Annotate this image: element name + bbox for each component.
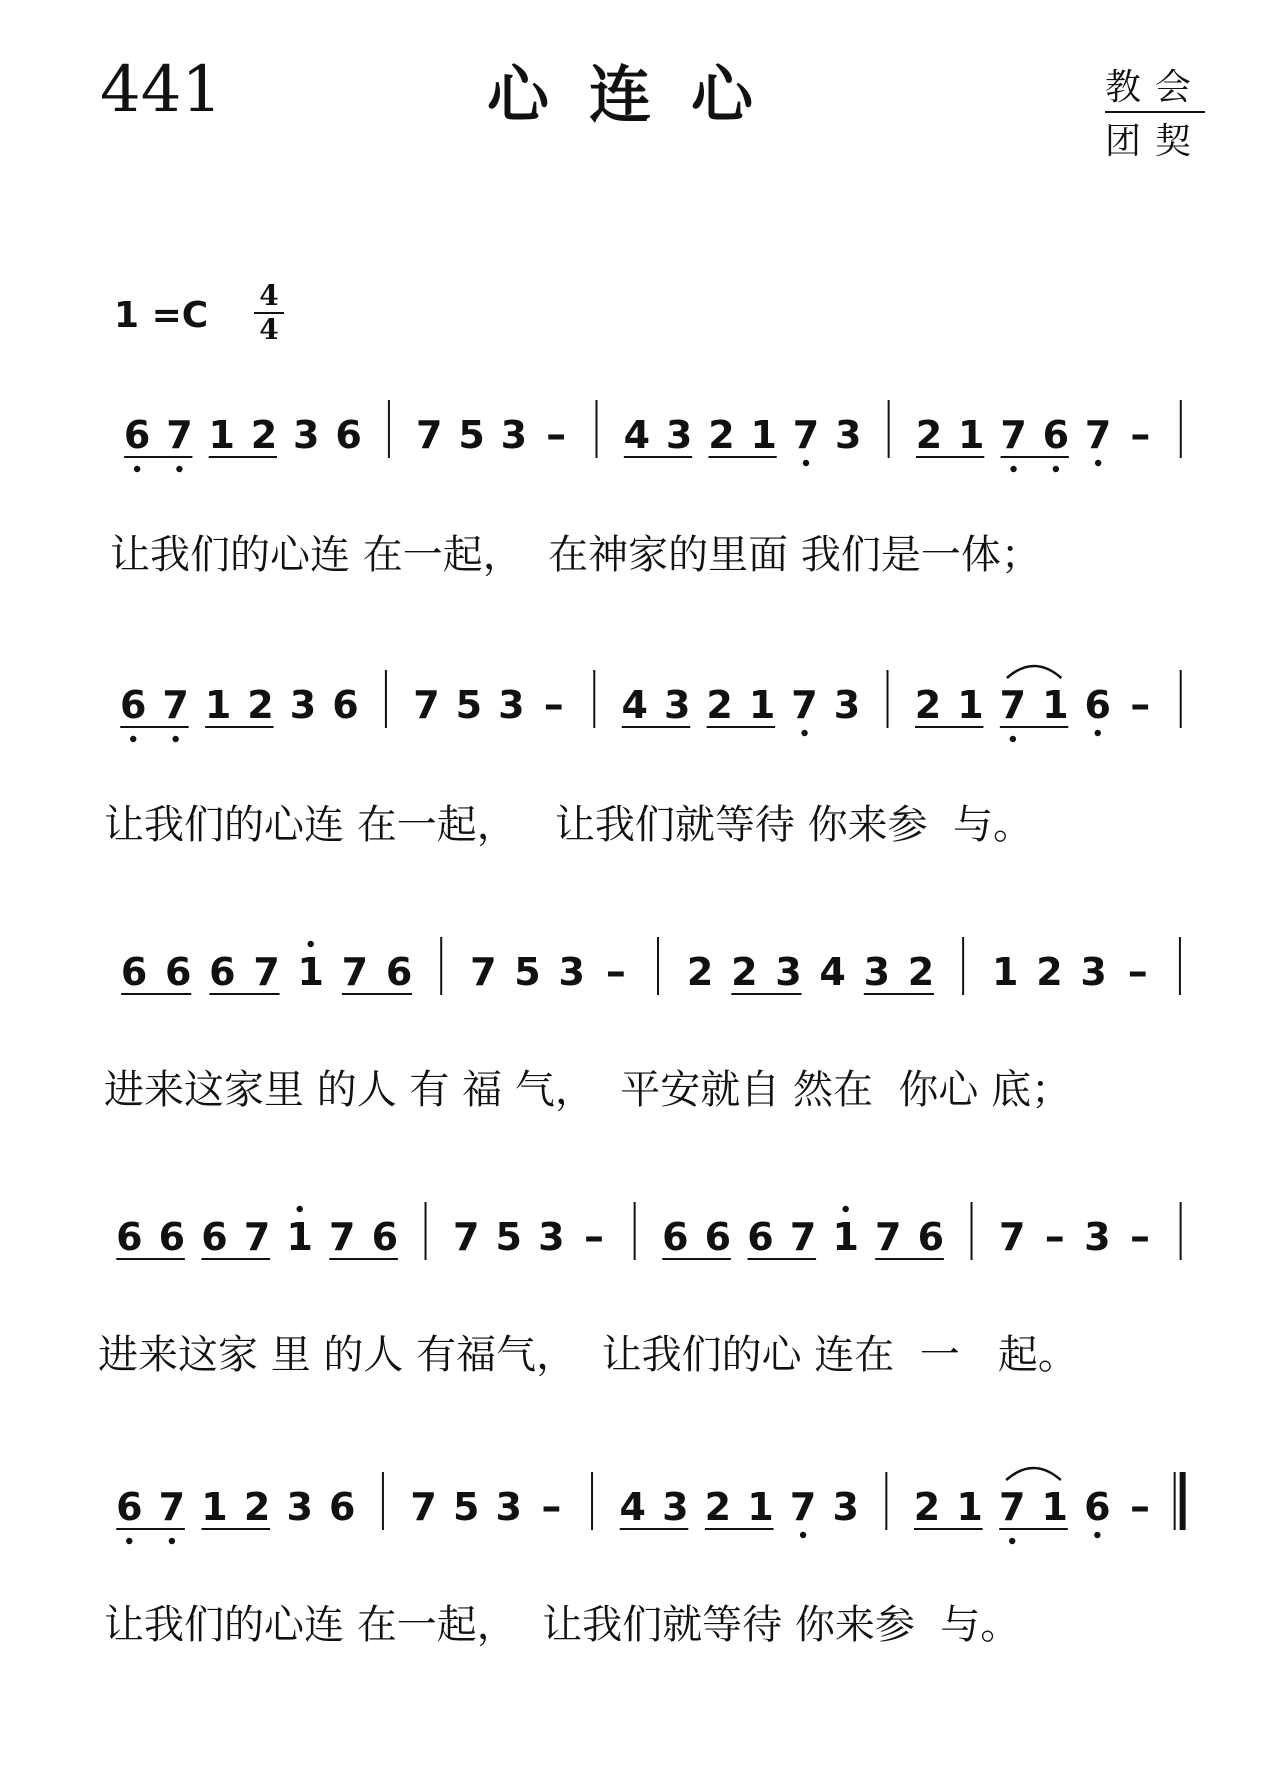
note-digit: 6 bbox=[385, 950, 413, 994]
note-digit: 7 bbox=[416, 413, 443, 457]
note-digit: 7 bbox=[162, 683, 189, 727]
note-digit: 7 bbox=[1084, 413, 1112, 457]
note-digit: 4 bbox=[819, 950, 846, 994]
note-digit: 2 bbox=[914, 683, 942, 727]
note-digit: 7 bbox=[791, 683, 818, 727]
note-digit: 5 bbox=[514, 950, 541, 994]
note-digit: 6 bbox=[371, 1215, 399, 1259]
note-digit: 6 bbox=[335, 413, 362, 457]
note-digit: 3 bbox=[289, 683, 317, 727]
note-digit: 2 bbox=[250, 413, 278, 457]
note-digit: 6 bbox=[123, 413, 151, 457]
note-digit: 1 bbox=[1042, 683, 1069, 727]
note-digit: 6 bbox=[1042, 413, 1070, 457]
note-digit: 2 bbox=[706, 683, 733, 727]
note-digit: 3 bbox=[665, 413, 693, 457]
note-digit: 3 bbox=[558, 950, 585, 994]
lyric-line-5: 让我们的心连 在一起， 让我们就等待 你来参 与。 bbox=[104, 1602, 1021, 1648]
low-octave-dot bbox=[803, 460, 809, 466]
note-digit: 6 bbox=[116, 1485, 143, 1529]
note-digit: 2 bbox=[708, 413, 735, 457]
note-digit: 6 bbox=[120, 950, 148, 994]
note-digit: 7 bbox=[470, 950, 497, 994]
category-label-line2: 团契 bbox=[1105, 121, 1206, 162]
dash-hold: – bbox=[1130, 682, 1151, 728]
note-digit: 5 bbox=[455, 683, 483, 727]
note-digit: 3 bbox=[538, 1215, 565, 1259]
note-digit: 1 bbox=[957, 683, 984, 727]
low-octave-dot bbox=[801, 730, 807, 736]
dash-hold: – bbox=[1127, 949, 1148, 995]
note-digit: 3 bbox=[663, 683, 691, 727]
low-octave-dot bbox=[126, 1538, 132, 1544]
dash-hold: – bbox=[1129, 1484, 1150, 1530]
slur-arc bbox=[1006, 1468, 1061, 1480]
note-digit: 6 bbox=[662, 1215, 689, 1259]
note-digit: 6 bbox=[704, 1215, 732, 1259]
note-digit: 1 bbox=[956, 1485, 983, 1529]
low-octave-dot bbox=[1053, 466, 1059, 472]
low-octave-dot bbox=[134, 466, 140, 472]
high-octave-dot bbox=[842, 1206, 848, 1212]
note-digit: 6 bbox=[116, 1215, 143, 1259]
note-digit: 4 bbox=[619, 1485, 646, 1529]
hymn-title: 心连心 bbox=[486, 58, 793, 131]
note-digit: 2 bbox=[704, 1485, 732, 1529]
dash-hold: – bbox=[1129, 1214, 1150, 1260]
note-digit: 6 bbox=[329, 1485, 356, 1529]
note-digit: 4 bbox=[623, 413, 651, 457]
note-digit: 1 bbox=[750, 413, 777, 457]
low-octave-dot bbox=[1094, 1532, 1100, 1538]
note-digit: 7 bbox=[452, 1215, 480, 1259]
note-digit: 7 bbox=[998, 1485, 1026, 1529]
note-digit: 4 bbox=[621, 683, 649, 727]
note-digit: 5 bbox=[495, 1215, 523, 1259]
dash-hold: – bbox=[1130, 412, 1151, 458]
low-octave-dot bbox=[1095, 730, 1101, 736]
note-digit: 1 bbox=[958, 413, 985, 457]
note-digit: 2 bbox=[1036, 950, 1063, 994]
dash-hold: – bbox=[605, 949, 626, 995]
low-octave-dot bbox=[172, 736, 178, 742]
note-digit: 7 bbox=[413, 683, 440, 727]
note-digit: 1 bbox=[286, 1215, 313, 1259]
note-digit: 1 bbox=[748, 683, 776, 727]
lyric-line-2: 让我们的心连 在一起， 让我们就等待 你来参 与。 bbox=[104, 802, 1034, 848]
note-digit: 7 bbox=[341, 950, 369, 994]
note-digit: 2 bbox=[243, 1485, 271, 1529]
note-digit: 7 bbox=[158, 1485, 186, 1529]
note-digit: 1 bbox=[208, 413, 235, 457]
dash-hold: – bbox=[583, 1214, 604, 1260]
note-digit: 7 bbox=[410, 1485, 437, 1529]
note-digit: 7 bbox=[166, 413, 193, 457]
note-digit: 3 bbox=[662, 1485, 689, 1529]
dash-hold: – bbox=[543, 682, 564, 728]
note-digit: 7 bbox=[999, 683, 1027, 727]
note-digit: 3 bbox=[286, 1485, 313, 1529]
note-digit: 7 bbox=[998, 1215, 1026, 1259]
category-label-line1: 教会 bbox=[1105, 70, 1205, 113]
note-digit: 1 bbox=[832, 1215, 859, 1259]
note-digit: 3 bbox=[293, 413, 320, 457]
note-digit: 7 bbox=[1000, 413, 1027, 457]
note-digit: 7 bbox=[253, 950, 280, 994]
dash-hold: – bbox=[1044, 1214, 1065, 1260]
note-digit: 6 bbox=[158, 1215, 186, 1259]
low-octave-dot bbox=[1010, 466, 1016, 472]
note-digit: 6 bbox=[119, 683, 147, 727]
note-digit: 6 bbox=[201, 1215, 228, 1259]
slur-arc bbox=[1007, 666, 1061, 678]
low-octave-dot bbox=[169, 1538, 175, 1544]
high-octave-dot bbox=[296, 1206, 302, 1212]
note-digit: 1 bbox=[201, 1485, 228, 1529]
dash-hold: – bbox=[546, 412, 567, 458]
dash-hold: – bbox=[541, 1484, 562, 1530]
note-digit: 1 bbox=[297, 950, 324, 994]
note-digit: 1 bbox=[992, 950, 1019, 994]
note-digit: 2 bbox=[907, 950, 935, 994]
key-signature: 1 =C bbox=[114, 295, 209, 336]
note-digit: 2 bbox=[731, 950, 758, 994]
note-digit: 7 bbox=[243, 1215, 271, 1259]
note-digit: 3 bbox=[863, 950, 891, 994]
low-octave-dot bbox=[800, 1532, 806, 1538]
low-octave-dot bbox=[1010, 736, 1016, 742]
note-digit: 6 bbox=[1084, 683, 1111, 727]
note-digit: 3 bbox=[833, 683, 861, 727]
note-digit: 3 bbox=[1084, 1215, 1111, 1259]
note-digit: 7 bbox=[789, 1215, 817, 1259]
lyric-line-3: 进来这家里 的人 有 福 气， 平安就自 然在 你心 底； bbox=[104, 1067, 1072, 1113]
note-digit: 2 bbox=[913, 1485, 941, 1529]
note-digit: 3 bbox=[1080, 950, 1107, 994]
note-digit: 6 bbox=[209, 950, 236, 994]
hymn-number: 441 bbox=[100, 53, 223, 127]
note-digit: 7 bbox=[792, 413, 820, 457]
note-digit: 3 bbox=[832, 1485, 859, 1529]
note-digit: 1 bbox=[747, 1485, 774, 1529]
lyric-line-4: 进来这家 里 的人 有福气， 让我们的心 连在 一 起。 bbox=[98, 1332, 1078, 1378]
note-digit: 5 bbox=[458, 413, 485, 457]
note-digit: 2 bbox=[915, 413, 943, 457]
time-numerator: 4 bbox=[259, 279, 279, 312]
low-octave-dot bbox=[1009, 1538, 1015, 1544]
note-digit: 6 bbox=[917, 1215, 945, 1259]
note-digit: 5 bbox=[452, 1485, 480, 1529]
note-digit: 6 bbox=[747, 1215, 774, 1259]
high-octave-dot bbox=[308, 941, 314, 947]
note-digit: 6 bbox=[165, 950, 192, 994]
time-denominator: 4 bbox=[254, 312, 284, 344]
note-digit: 6 bbox=[332, 683, 359, 727]
note-digit: 6 bbox=[1084, 1485, 1111, 1529]
note-digit: 7 bbox=[875, 1215, 902, 1259]
note-digit: 3 bbox=[500, 413, 528, 457]
lyric-line-1: 让我们的心连 在一起， 在神家的里面 我们是一体； bbox=[110, 532, 1041, 578]
note-digit: 3 bbox=[498, 683, 525, 727]
note-digit: 3 bbox=[495, 1485, 523, 1529]
note-digit: 1 bbox=[204, 683, 232, 727]
note-digit: 2 bbox=[247, 683, 274, 727]
low-octave-dot bbox=[130, 736, 136, 742]
note-digit: 3 bbox=[835, 413, 862, 457]
note-digit: 7 bbox=[329, 1215, 356, 1259]
low-octave-dot bbox=[176, 466, 182, 472]
note-digit: 3 bbox=[775, 950, 802, 994]
note-digit: 1 bbox=[1041, 1485, 1069, 1529]
note-digit: 2 bbox=[686, 950, 714, 994]
note-digit: 7 bbox=[789, 1485, 817, 1529]
low-octave-dot bbox=[1095, 460, 1101, 466]
